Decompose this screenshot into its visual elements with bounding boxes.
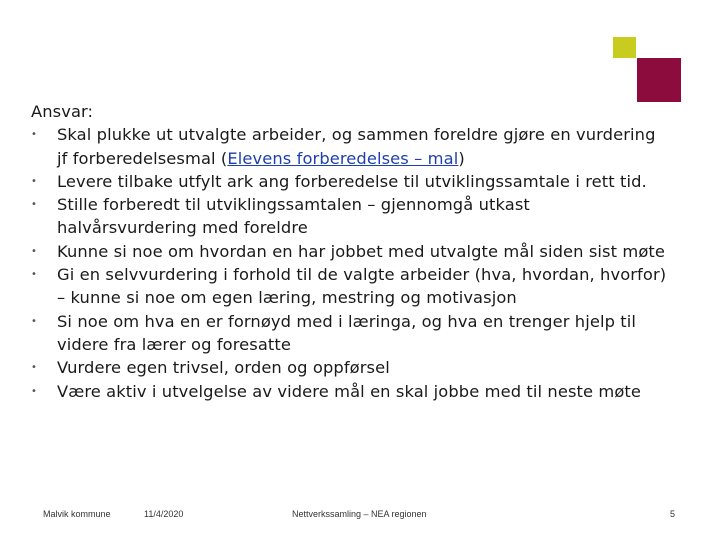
bullet-text: Skal plukke ut utvalgte arbeider, og sammen foreldre gjøre en vurdering jf forberedelsesmal ( xyxy=(57,125,656,168)
page-number: 5 xyxy=(670,509,676,519)
bullet-dot-icon: • xyxy=(31,199,37,211)
bullet-dot-icon: • xyxy=(31,175,37,187)
bullet-dot-icon: • xyxy=(31,315,37,327)
bullet-text: Si noe om hva en er fornøyd med i læringa, og hva en trenger hjelp til videre fra lærer og foresatte xyxy=(57,311,637,354)
slide-footer xyxy=(0,509,720,523)
bullet-item xyxy=(31,193,671,240)
bullet-text: Være aktiv i utvelgelse av videre mål en skal jobbe med til neste møte xyxy=(57,381,642,401)
footer-event: Nettverkssamling – NEA regionen xyxy=(292,509,427,519)
bullet-text: Vurdere egen trivsel, orden og oppførsel xyxy=(57,358,390,378)
bullet-text-after: ) xyxy=(458,148,465,168)
bullet-text: Gi en selvvurdering i forhold til de valgte arbeider (hva, hvordan, hvorfor) – kunne si noe om egen læring, mestring og motivasjon xyxy=(57,265,667,308)
footer-organization: Malvik kommune xyxy=(43,509,111,519)
slide-body xyxy=(31,100,671,403)
bullet-list xyxy=(31,123,671,403)
logo-square-blank xyxy=(613,58,636,102)
bullet-item xyxy=(31,123,671,170)
elevens-forberedelses-link[interactable]: Elevens forberedelses – mal xyxy=(227,148,459,168)
bullet-text: Levere tilbake utfylt ark ang forberedelse til utviklingssamtale i rett tid. xyxy=(57,171,647,191)
logo-square-maroon xyxy=(637,58,681,102)
bullet-item xyxy=(31,240,671,263)
bullet-item xyxy=(31,356,671,379)
bullet-text: Stille forberedt til utviklingssamtalen – gjennomgå utkast halvårsvurdering med foreldre xyxy=(57,195,530,238)
bullet-dot-icon: • xyxy=(31,362,37,374)
bullet-item xyxy=(31,310,671,357)
footer-date: 11/4/2020 xyxy=(144,509,184,519)
bullet-text: Kunne si noe om hvordan en har jobbet med utvalgte mål siden sist møte xyxy=(57,241,665,261)
logo-square-yellow xyxy=(613,37,636,60)
bullet-item xyxy=(31,380,671,403)
bullet-dot-icon: • xyxy=(31,269,37,281)
bullet-dot-icon: • xyxy=(31,245,37,257)
bullet-item xyxy=(31,263,671,310)
bullet-dot-icon: • xyxy=(31,385,37,397)
bullet-dot-icon: • xyxy=(31,129,37,141)
slide-heading: Ansvar: xyxy=(31,102,94,121)
bullet-item xyxy=(31,170,671,193)
